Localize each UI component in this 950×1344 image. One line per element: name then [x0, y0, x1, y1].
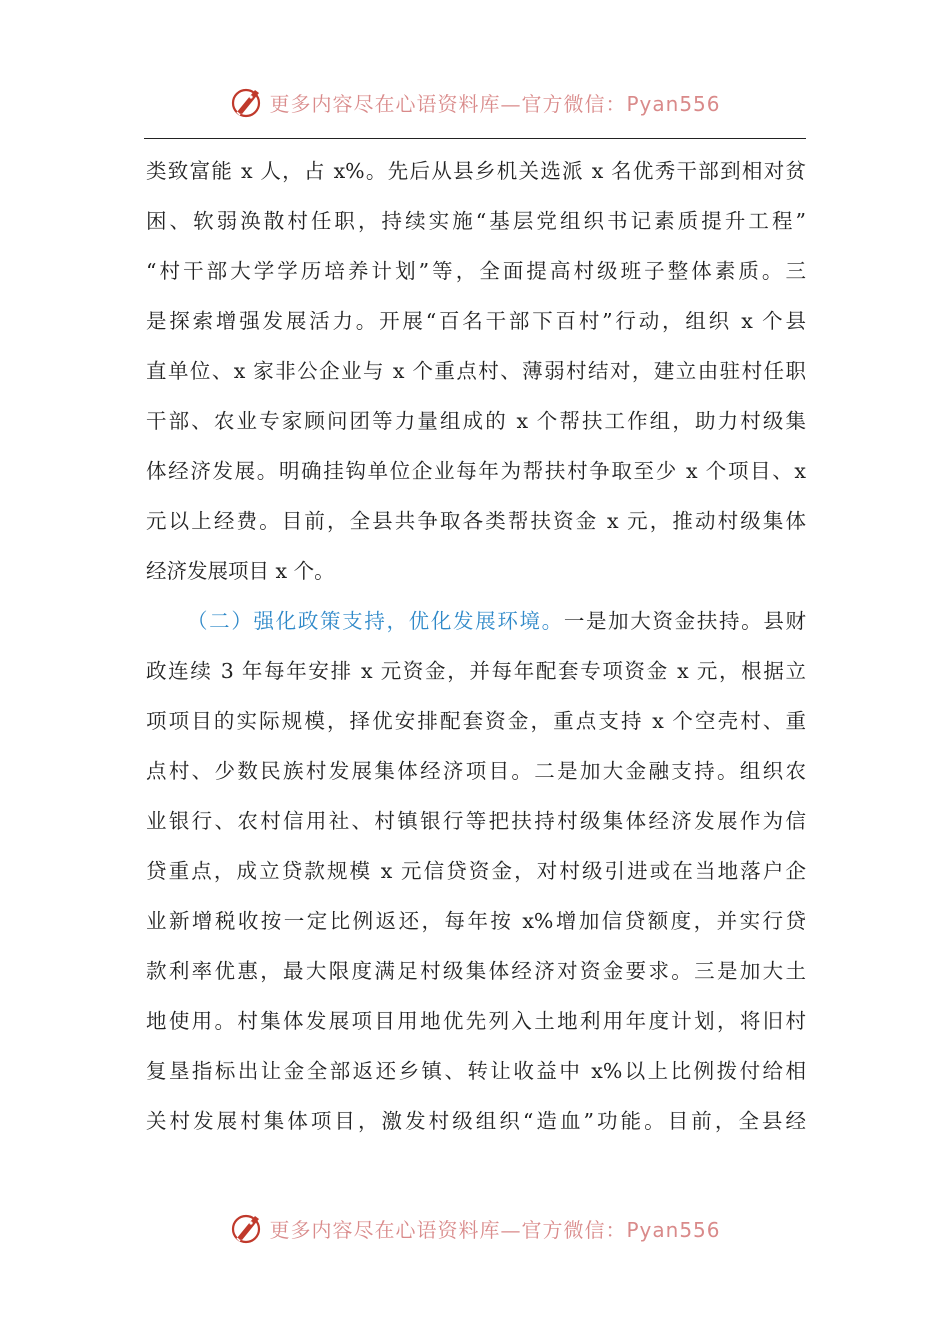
- text-line: 困、软弱涣散村任职，持续实施“基层党组织书记素质提升工程”: [146, 209, 806, 233]
- text-line: 关村发展村集体项目，激发村级组织“造血”功能。目前，全县经: [146, 1109, 806, 1133]
- text-line: 干部、农业专家顾问团等力量组成的 x 个帮扶工作组，助力村级集: [146, 409, 806, 433]
- text-line: 项项目的实际规模，择优安排配套资金，重点支持 x 个空壳村、重: [146, 709, 806, 733]
- text-line: 是探索增强发展活力。开展“百名干部下百村”行动，组织 x 个县: [146, 309, 806, 333]
- header-divider: [144, 138, 806, 139]
- text-line: 经济发展项目 x 个。: [146, 559, 335, 583]
- pen-in-circle-icon: [229, 1210, 265, 1246]
- text-line: 复垦指标出让金全部返还乡镇、转让收益中 x%以上比例拨付给相: [146, 1059, 806, 1083]
- text-line: 贷重点，成立贷款规模 x 元信贷资金，对村级引进或在当地落户企: [146, 859, 806, 883]
- text-line: 体经济发展。明确挂钩单位企业每年为帮扶村争取至少 x 个项目、x: [146, 459, 806, 483]
- text-line: 类致富能 x 人，占 x%。先后从县乡机关选派 x 名优秀干部到相对贫: [146, 159, 806, 183]
- text-line: 直单位、x 家非公企业与 x 个重点村、薄弱村结对，建立由驻村任职: [146, 359, 806, 383]
- document-body: [146, 146, 806, 1146]
- header-banner: [0, 82, 950, 122]
- section-heading: （二）强化政策支持，优化发展环境。: [187, 609, 564, 633]
- banner-slogan: 更多内容尽在心语资料库—官方微信：: [269, 91, 627, 116]
- paragraph-1: [146, 146, 806, 596]
- text-line: “村干部大学学历培养计划”等，全面提高村级班子整体素质。三: [146, 259, 806, 283]
- text-line: 点村、少数民族村发展集体经济项目。二是加大金融支持。组织农: [146, 759, 806, 783]
- text-line: 业新增税收按一定比例返还，每年按 x%增加信贷额度，并实行贷: [146, 909, 806, 933]
- text-line: 地使用。村集体发展项目用地优先列入土地利用年度计划，将旧村: [146, 1009, 806, 1033]
- banner-text: [269, 1214, 720, 1243]
- text-line: 业银行、农村信用社、村镇银行等把扶持村级集体经济发展作为信: [146, 809, 806, 833]
- text-line: 款利率优惠，最大限度满足村级集体经济对资金要求。三是加大土: [146, 959, 806, 983]
- pen-in-circle-icon: [229, 84, 265, 120]
- text-span: 一是加大资金扶持。县财: [563, 609, 807, 633]
- banner-text: [269, 88, 720, 117]
- banner-wechat-id: Pyan556: [626, 1217, 721, 1242]
- banner-slogan: 更多内容尽在心语资料库—官方微信：: [269, 1217, 627, 1242]
- text-line: 政连续 3 年每年安排 x 元资金，并每年配套专项资金 x 元，根据立: [146, 659, 806, 683]
- paragraph-2: [146, 596, 806, 1146]
- text-line: 元以上经费。目前，全县共争取各类帮扶资金 x 元，推动村级集体: [146, 509, 806, 533]
- banner-wechat-id: Pyan556: [626, 91, 721, 116]
- text-line-first: [146, 596, 806, 646]
- footer-banner: [0, 1208, 950, 1248]
